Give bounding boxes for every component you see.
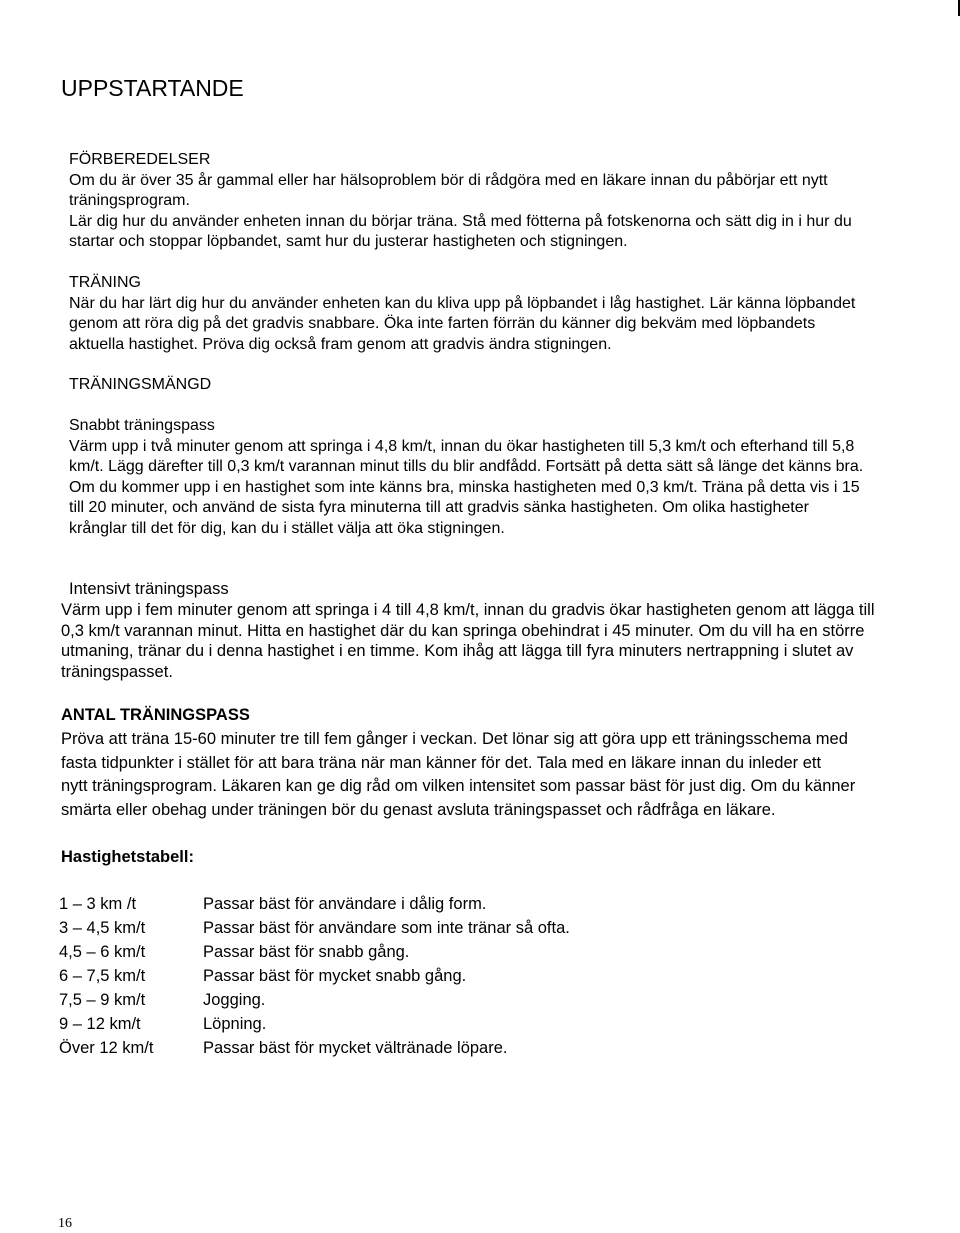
text-line: Lär dig hur du använder enheten innan du börjar träna. Stå med fötterna på fotskenorna och sätt dig in i hur du [69, 212, 852, 230]
description-cell: Passar bäst för mycket snabb gång. [203, 967, 467, 985]
speed-cell: 4,5 – 6 km/t [59, 943, 146, 961]
subsection-heading: Snabbt träningspass [69, 417, 215, 434]
description-cell: Passar bäst för snabb gång. [203, 943, 410, 961]
speed-cell: 1 – 3 km /t [59, 895, 137, 913]
speed-column [59, 892, 153, 1060]
text-line: smärta eller obehag under träningen bör du genast avsluta träningspasset och rådfråga en läkare. [61, 800, 776, 819]
speed-cell: Över 12 km/t [59, 1039, 154, 1057]
text-line: till 20 minuter, och använd de sista fyra minuterna till att gradvis sänka hastigheten. Om olika hastigheter [69, 499, 809, 516]
description-cell: Passar bäst för användare i dålig form. [203, 895, 487, 913]
text-line: träningspasset. [61, 662, 173, 681]
text-line: startar och stoppar löpbandet, samt hur du justerar hastigheten och stigningen. [69, 233, 628, 250]
description-cell: Löpning. [203, 1015, 267, 1033]
text-line: km/t. Lägg därefter till 0,3 km/t varannan minut tills du blir andfådd. Fortsätt på detta sätt så länge det känns bra. [69, 458, 864, 475]
table-heading: Hastighetstabell: [61, 848, 194, 866]
section-intensivt [61, 600, 875, 682]
text-line: Om du är över 35 år gammal eller har hälsoproblem bör di rådgöra med en läkare innan du påbörjar ett nytt [69, 171, 828, 189]
speed-cell: 9 – 12 km/t [59, 1015, 141, 1033]
description-cell: Jogging. [203, 991, 266, 1009]
text-line: nytt träningsprogram. Läkaren kan ge dig råd om vilken intensitet som passar bäst för just dig. Om du känner [61, 777, 856, 795]
speed-cell: 7,5 – 9 km/t [59, 991, 146, 1009]
section-antal [61, 728, 855, 822]
section-snabbt [69, 416, 863, 539]
speed-cell: 6 – 7,5 km/t [59, 967, 146, 985]
description-column [203, 892, 570, 1060]
page-number: 16 [58, 1216, 72, 1231]
speed-cell: 3 – 4,5 km/t [59, 919, 146, 937]
text-line: Värm upp i fem minuter genom att springa i 4 till 4,8 km/t, innan du gradvis ökar hastigheten genom att lägga till [61, 601, 875, 619]
section-heading-traningsmangd: TRÄNINGSMÄNGD [69, 376, 212, 393]
description-cell: Passar bäst för mycket vältränade löpare. [203, 1039, 508, 1057]
section-traning [69, 273, 855, 355]
text-line: Värm upp i två minuter genom att springa i 4,8 km/t, innan du ökar hastigheten till 5,3 km/t och efterhand till 5,8 [69, 437, 855, 455]
subsection-heading-intensivt: Intensivt träningspass [69, 580, 229, 598]
text-line: Pröva att träna 15-60 minuter tre till fem gånger i veckan. Det lönar sig att göra upp ett träningsschema med [61, 730, 848, 748]
section-heading: FÖRBEREDELSER [69, 151, 211, 168]
text-line: aktuella hastighet. Pröva dig också fram genom att gradvis ändra stigningen. [69, 335, 612, 353]
section-heading: TRÄNING [69, 274, 141, 291]
section-forberedelser [69, 150, 852, 253]
text-line: krånglar till det för dig, kan du i stället välja att öka stigningen. [69, 519, 505, 537]
text-line: Om du kommer upp i en hastighet som inte känns bra, minska hastigheten med 0,3 km/t. Träna på detta vis i 15 [69, 478, 860, 496]
text-line: När du har lärt dig hur du använder enheten kan du kliva upp på löpbandet i låg hastighet. Lär känna löpbandet [69, 294, 856, 312]
text-line: träningsprogram. [69, 192, 190, 209]
section-heading-antal: ANTAL TRÄNINGSPASS [61, 706, 250, 724]
text-line: 0,3 km/t varannan minut. Hitta en hastighet där du kan springa obehindrat i 45 minuter. Om du vill ha en större [61, 621, 865, 640]
page-title: UPPSTARTANDE [61, 75, 244, 101]
text-line: genom att röra dig på det gradvis snabbare. Öka inte farten förrän du känner dig bekväm med löpbandets [69, 315, 816, 332]
text-line: utmaning, tränar du i denna hastighet i en timme. Kom ihåg att lägga till fyra minuters nertrappning i slutet av [61, 642, 854, 660]
text-line: fasta tidpunkter i stället för att bara träna när man känner för det. Tala med en läkare innan du inleder ett [61, 753, 822, 772]
description-cell: Passar bäst för användare som inte tränar så ofta. [203, 919, 570, 937]
